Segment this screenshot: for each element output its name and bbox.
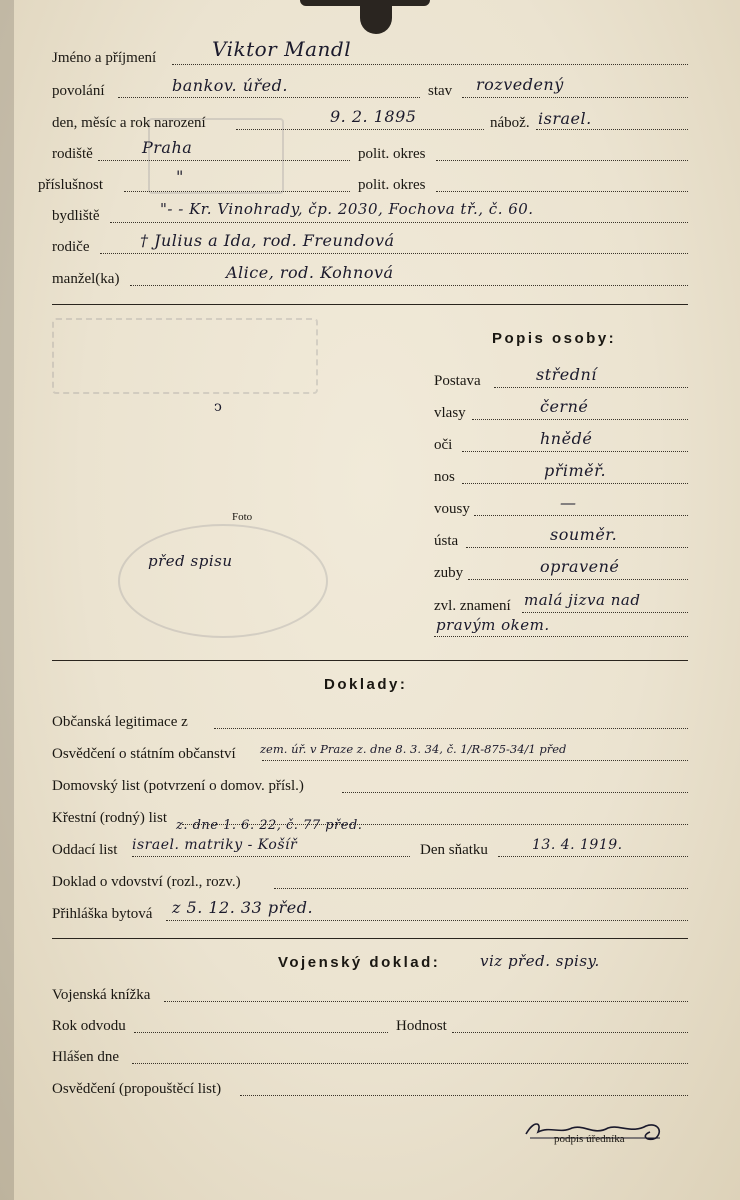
vlasy-line (472, 419, 688, 420)
divider-2 (52, 660, 688, 661)
polit-okres-line-2 (436, 191, 688, 192)
zuby-value: opravené (540, 557, 620, 576)
divider-3 (52, 938, 688, 939)
polit-okres-line-1 (436, 160, 688, 161)
legitimace-line (214, 728, 688, 729)
nos-label: nos (434, 469, 455, 485)
prihlaska-label: Přihláška bytová (52, 906, 153, 922)
rodiste-line (98, 160, 350, 161)
manzel-label: manžel(ka) (52, 271, 120, 287)
oci-value: hnědé (540, 429, 593, 448)
povolani-value: bankov. úřed. (172, 76, 288, 95)
polit-okres-label-2: polit. okres (358, 177, 426, 193)
vousy-value: — (560, 493, 577, 512)
postava-value: střední (536, 365, 597, 384)
nos-line (462, 483, 688, 484)
manzel-line (130, 285, 688, 286)
vdovstvi-line (274, 888, 688, 889)
usta-label: ústa (434, 533, 459, 549)
znameni-label: zvl. znamení (434, 598, 511, 614)
vlasy-value: černé (540, 397, 589, 416)
oddaci-value: israel. matriky - Košíř (132, 837, 298, 853)
narozeni-label: den, měsíc a rok narození (52, 115, 206, 131)
oddaci-label: Oddací list (52, 842, 118, 858)
nos-value: přiměř. (544, 461, 607, 480)
knizka-label: Vojenská knížka (52, 987, 151, 1003)
rodice-value: † Julius a Ida, rod. Freundová (140, 231, 395, 250)
odvod-label: Rok odvodu (52, 1018, 126, 1034)
bydliste-line (110, 222, 688, 223)
stav-label: stav (428, 83, 453, 99)
prislusnost-line (124, 191, 350, 192)
rodiste-label: rodiště (52, 146, 93, 162)
faded-stamp-2 (52, 318, 318, 394)
hlasen-label: Hlášen dne (52, 1049, 120, 1065)
postava-label: Postava (434, 373, 481, 389)
hlasen-line (132, 1063, 688, 1064)
rodice-line (100, 253, 688, 254)
krestni-value: z. dne 1. 6. 22, č. 77 před. (176, 818, 363, 833)
vlasy-label: vlasy (434, 405, 466, 421)
prislusnost-value: " (176, 167, 184, 186)
nabozenstvi-label: nábož. (490, 115, 530, 131)
rodiste-value: Praha (142, 138, 193, 157)
nabozenstvi-line (536, 129, 688, 130)
nabozenstvi-value: israel. (538, 109, 592, 128)
knizka-line (164, 1001, 688, 1002)
den-snatku-value: 13. 4. 1919. (532, 837, 623, 853)
osvedceni-line (240, 1095, 688, 1096)
narozeni-value: 9. 2. 1895 (330, 107, 417, 126)
jmeno-line (172, 64, 688, 65)
ink-mark: ↄ (214, 399, 223, 415)
den-snatku-line (498, 856, 688, 857)
oci-label: oči (434, 437, 453, 453)
hodnost-label: Hodnost (396, 1018, 447, 1034)
jmeno-value: Viktor Mandl (212, 37, 352, 61)
popis-title: Popis osoby: (492, 330, 617, 347)
znameni-line-1 (522, 612, 688, 613)
vojensky-title-note: viz před. spisy. (480, 952, 600, 970)
postava-line (494, 387, 688, 388)
legitimace-label: Občanská legitimace z (52, 714, 188, 730)
foto-label: Foto (232, 511, 253, 523)
left-shadow (0, 0, 14, 1200)
polit-okres-label-1: polit. okres (358, 146, 426, 162)
oddaci-line (132, 856, 410, 857)
znameni-line-2 (434, 636, 688, 637)
divider-1 (52, 304, 688, 305)
obcanstvi-label: Osvědčení o státním občanství (52, 746, 236, 762)
usta-line (466, 547, 688, 548)
znameni-value-2: pravým okem. (436, 616, 550, 634)
krestni-label: Křestní (rodný) list (52, 810, 167, 826)
rodice-label: rodiče (52, 239, 90, 255)
bydliste-label: bydliště (52, 208, 100, 224)
osvedceni-label: Osvědčení (propouštěcí list) (52, 1081, 222, 1097)
vdovstvi-label: Doklad o vdovství (rozl., rozv.) (52, 874, 241, 890)
narozeni-line (236, 129, 484, 130)
hodnost-line (452, 1032, 688, 1033)
foto-note: před spisu (148, 552, 233, 570)
manzel-value: Alice, rod. Kohnová (226, 263, 394, 282)
usta-value: souměr. (550, 525, 618, 544)
faded-round-stamp (118, 524, 328, 638)
prihlaska-value: z 5. 12. 33 před. (172, 898, 314, 917)
den-snatku-label: Den sňatku (420, 842, 488, 858)
znameni-value-1: malá jizva nad (524, 591, 641, 609)
zuby-label: zuby (434, 565, 464, 581)
vousy-label: vousy (434, 501, 470, 517)
obcanstvi-value: zem. úř. v Praze z. dne 8. 3. 34, č. 1/R-875-34/1 před (260, 742, 567, 756)
signature-label: podpis úředníka (554, 1133, 625, 1145)
doklady-title: Doklady: (324, 676, 408, 693)
stav-value: rozvedený (476, 75, 564, 94)
bydliste-value: "- - Kr. Vinohrady, čp. 2030, Fochova tř., č. 60. (160, 200, 534, 218)
povolani-line (118, 97, 420, 98)
zuby-line (468, 579, 688, 580)
vousy-line (474, 515, 688, 516)
torn-notch (360, 0, 392, 34)
jmeno-label: Jméno a příjmení (52, 50, 157, 66)
odvod-line (134, 1032, 388, 1033)
vojensky-title: Vojenský doklad: (278, 954, 441, 971)
domovsky-label: Domovský list (potvrzení o domov. přísl.) (52, 778, 304, 794)
domovsky-line (342, 792, 688, 793)
obcanstvi-line (262, 760, 688, 761)
stav-line (462, 97, 688, 98)
oci-line (462, 451, 688, 452)
prislusnost-label: příslušnost (38, 177, 104, 193)
povolani-label: povolání (52, 83, 105, 99)
prihlaska-line (166, 920, 688, 921)
